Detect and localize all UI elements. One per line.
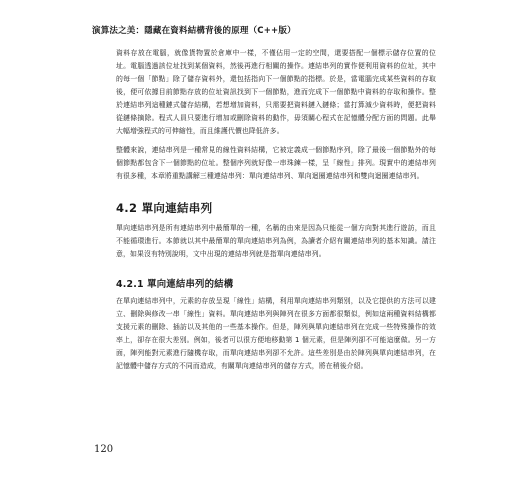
body-paragraph: 單向連結串列是所有連結串列中最簡單的一種，名稱的由來是因為只能從一個方向對其進行遊訪，而且不能循環進行。本節就以其中最簡單的單向連結串列為例，為讀者介紹有關連結串列的基本知識。請注意，如果沒有特別說明，文中出現的連結串列就是指單向連結串列。 <box>116 224 436 258</box>
body-paragraph: 資料存放在電腦，就像貨物置於倉庫中一樣，不僅佔用一定的空間，還要搭配一個標示儲存位置的位址。電腦透過該位址找到某個資料，然後再進行相關的操作。連結串列的實作便利用資料的位址，其中的每一個「節點」除了儲存資料外，還包括指向下一個節點的指標。於是，當電腦完成某些資料的存取後，便可依據目前節點存放的位址資訊找到下一個節點，進而完成下一個節點中資料的存取和操作。整於連結串列這種鏈式儲存結構，若想增加資料，只需要把資料鏈入鏈條；當打算減少資料時，便把資料從鏈條摘除。程式人員只要進行增加或刪除資料的動作，毋須關心程式在記憶體分配方面的問題。此舉大幅增強程式的可伸縮性，而且維護代價也降低許多。 <box>116 49 436 135</box>
body-paragraph: 整體來說，連結串列是一種常見的線性資料結構，它被定義成一個節點序列，除了最後一個節點外的每個節點都包含下一個節點的位址。整個序列就好像一串珠鍊一樣，呈「線性」排列。現實中的連結串列有很多種，本章將重點講解三種連結串列：單向連結串列、單向迴圈連結串列和雙向迴圈連結串列。 <box>116 146 436 180</box>
subsection-heading: 4.2.1 單向連結串列的結構 <box>116 279 234 290</box>
page-content <box>116 47 436 379</box>
page-number: 120 <box>94 444 114 455</box>
body-paragraph: 在單向連結串列中，元素的存放呈現「線性」結構，利用單向連結串列類別，以及它提供的方法可以建立、刪除與修改一串「線性」資料。單向連結串列與陣列在很多方面都很類似，例如這兩種資料結構都支援元素的刪除、插訪以及其他的一些基本操作。但是，陣列與單向連結串列在完成一些特殊操作的效率上，卻存在很大差別。例如，後者可以很方便地移動第 1 個元素，但是陣列卻不可能這麼做。另一方面，陣列能對元素進行隨機存取，而單向連結串列卻不允許。這些差別是由於陣列與單向連結串列，在記憶體中儲存方式的不同而造成，有關單向連結串列的儲存方式，將在稍後介紹。 <box>116 297 436 370</box>
running-header: 演算法之美：隱藏在資料結構背後的原理（C++版） <box>92 26 296 36</box>
section-heading: 4.2 單向連結串列 <box>116 201 213 215</box>
